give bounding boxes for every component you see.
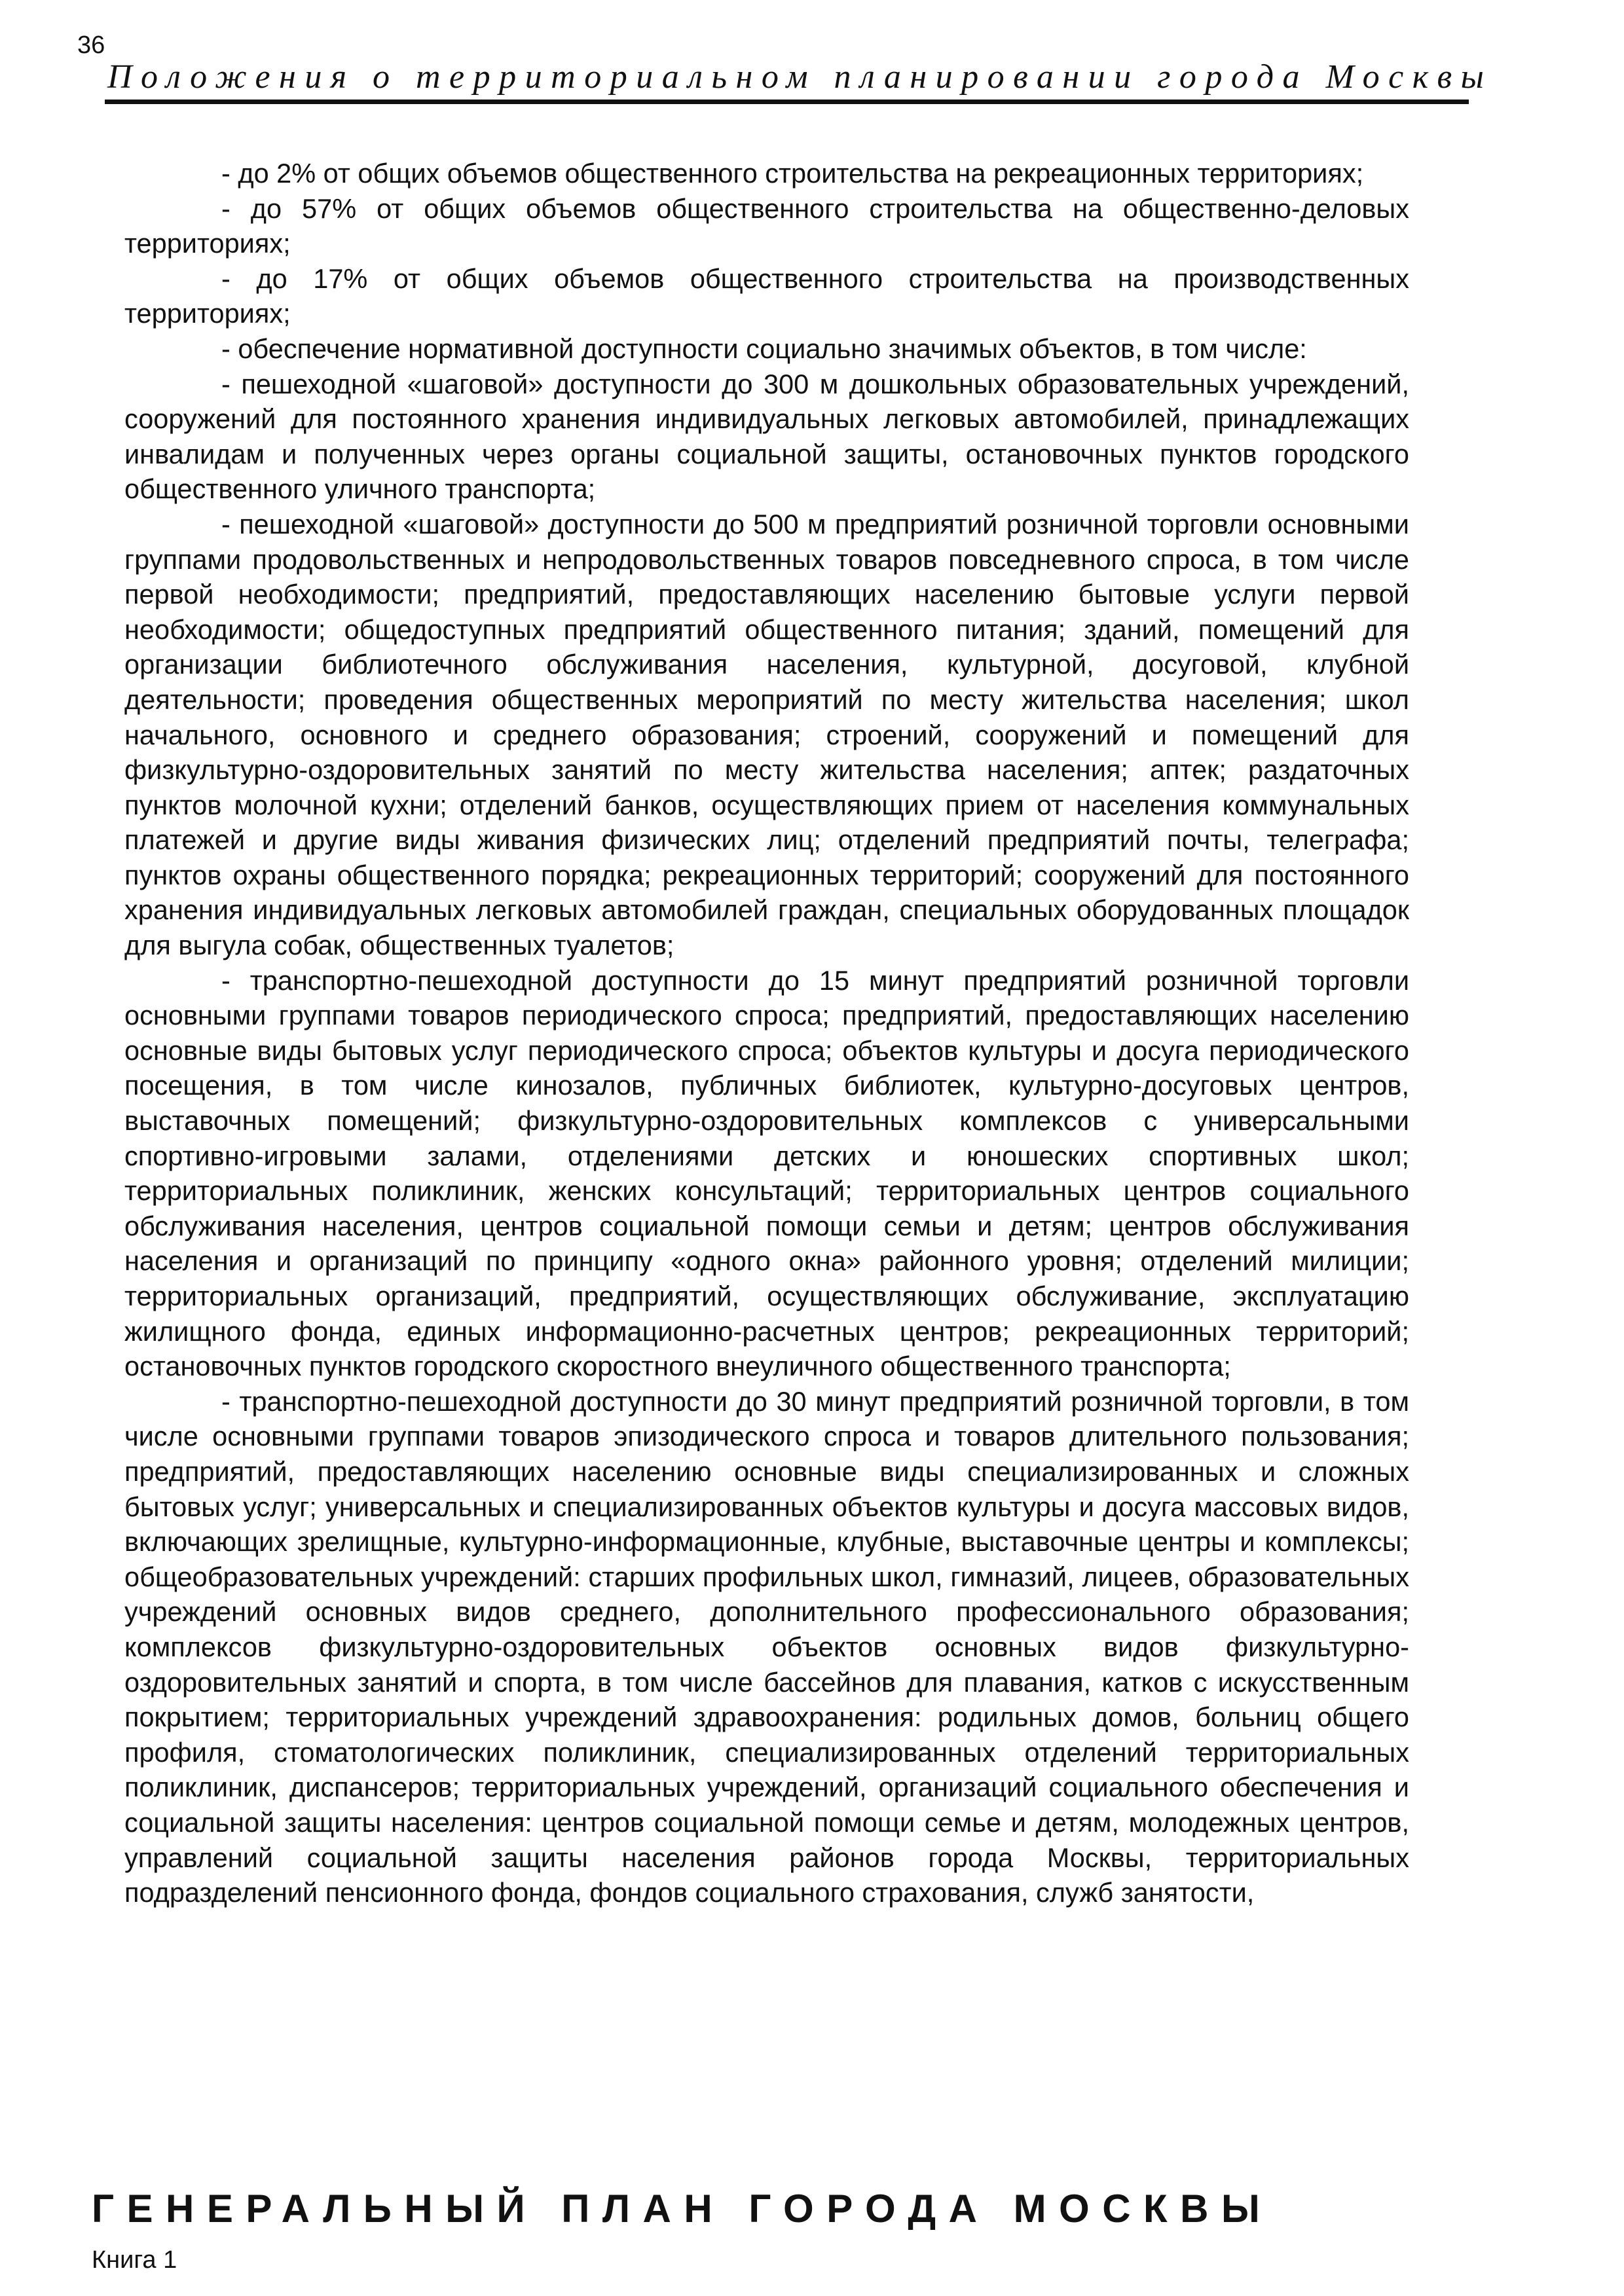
running-header-title: Положения о территориальном планировании города Москвы: [107, 58, 1493, 96]
page-number: 36: [77, 31, 105, 59]
footer-title: ГЕНЕРАЛЬНЫЙ ПЛАН ГОРОДА МОСКВЫ: [92, 2187, 1273, 2231]
paragraph: - до 2% от общих объемов общественного строительства на рекреационных территориях;: [221, 158, 1364, 189]
footer-book-label: Книга 1: [92, 2246, 177, 2274]
paragraph: - до 17% от общих объемов общественного строительства на производственных территориях;: [124, 263, 1409, 329]
paragraph: - до 57% от общих объемов общественного строительства на общественно-деловых территориях;: [124, 192, 1409, 259]
body-text: [124, 156, 1409, 1910]
paragraph: - транспортно-пешеходной доступности до 30 минут предприятий розничной торговли, в том числе основными группами товаров эпизодического спроса и товаров длительного пользования; предприятий, предоставляющих населению основные виды специализированных и сложных бытовых услуг; универсальных и специализированных объектов культуры и досуга массовых видов, включающих зрелищные, культурно-информационные, клубные, выставочные центры и комплексы; общеобразовательных учреждений: старших профильных школ, гимназий, лицеев, образовательных учреждений основных видов среднего, дополнительного профессионального образования; комплексов физкультурно-оздоровительных объектов основных видов физкультурно-оздоровительных занятий и спорта, в том числе бассейнов для плавания, катков с искусственным покрытием; территориальных учреждений здравоохранения: родильных домов, больниц общего профиля, стоматологических поликлиник, специализированных отделений территориальных поликлиник, диспансеров; территориальных учреждений, организаций социального обеспечения и социальной защиты населения: центров социальной помощи семье и детям, молодежных центров, управлений социальной защиты населения районов города Москвы, территориальных подразделений пенсионного фонда, фондов социального страхования, служб занятости,: [124, 1385, 1409, 1908]
paragraph: - обеспечение нормативной доступности социально значимых объектов, в том числе:: [221, 333, 1307, 364]
header-rule: [105, 100, 1469, 104]
paragraph: - пешеходной «шаговой» доступности до 300 м дошкольных образовательных учреждений, сооружений для постоянного хранения индивидуальных легковых автомобилей, принадлежащих инвалидам и полученных через органы социальной защиты, остановочных пунктов городского общественного уличного транспорта;: [124, 368, 1409, 505]
paragraph: - пешеходной «шаговой» доступности до 500 м предприятий розничной торговли основными группами продовольственных и непродовольственных товаров повседневного спроса, в том числе первой необходимости; предприятий, предоставляющих населению бытовые услуги первой необходимости; общедоступных предприятий общественного питания; зданий, помещений для организации библиотечного обслуживания населения, культурной, досуговой, клубной деятельности; проведения общественных мероприятий по месту жительства населения; школ начального, основного и среднего образования; строений, сооружений и помещений для физкультурно-оздоровительных занятий по месту жительства населения; аптек; раздаточных пунктов молочной кухни; отделений банков, осуществляющих прием от населения коммунальных платежей и другие виды живания физических лиц; отделений предприятий почты, телеграфа; пунктов охраны общественного порядка; рекреационных территорий; сооружений для постоянного хранения индивидуальных легковых автомобилей граждан, специальных оборудованных площадок для выгула собак, общественных туалетов;: [124, 508, 1409, 961]
paragraph: - транспортно-пешеходной доступности до 15 минут предприятий розничной торговли основными группами товаров периодического спроса; предприятий, предоставляющих населению основные виды бытовых услуг периодического спроса; объектов культуры и досуга периодического посещения, в том числе кинозалов, публичных библиотек, культурно-досуговых центров, выставочных помещений; физкультурно-оздоровительных комплексов с универсальными спортивно-игровыми залами, отделениями детских и юношеских спортивных школ; территориальных поликлиник, женских консультаций; территориальных центров социального обслуживания населения, центров социальной помощи семьи и детям; центров обслуживания населения и организаций по принципу «одного окна» районного уровня; отделений милиции; территориальных организаций, предприятий, осуществляющих обслуживание, эксплуатацию жилищного фонда, единых информационно-расчетных центров; рекреационных территорий; остановочных пунктов городского скоростного внеуличного общественного транспорта;: [124, 964, 1409, 1382]
